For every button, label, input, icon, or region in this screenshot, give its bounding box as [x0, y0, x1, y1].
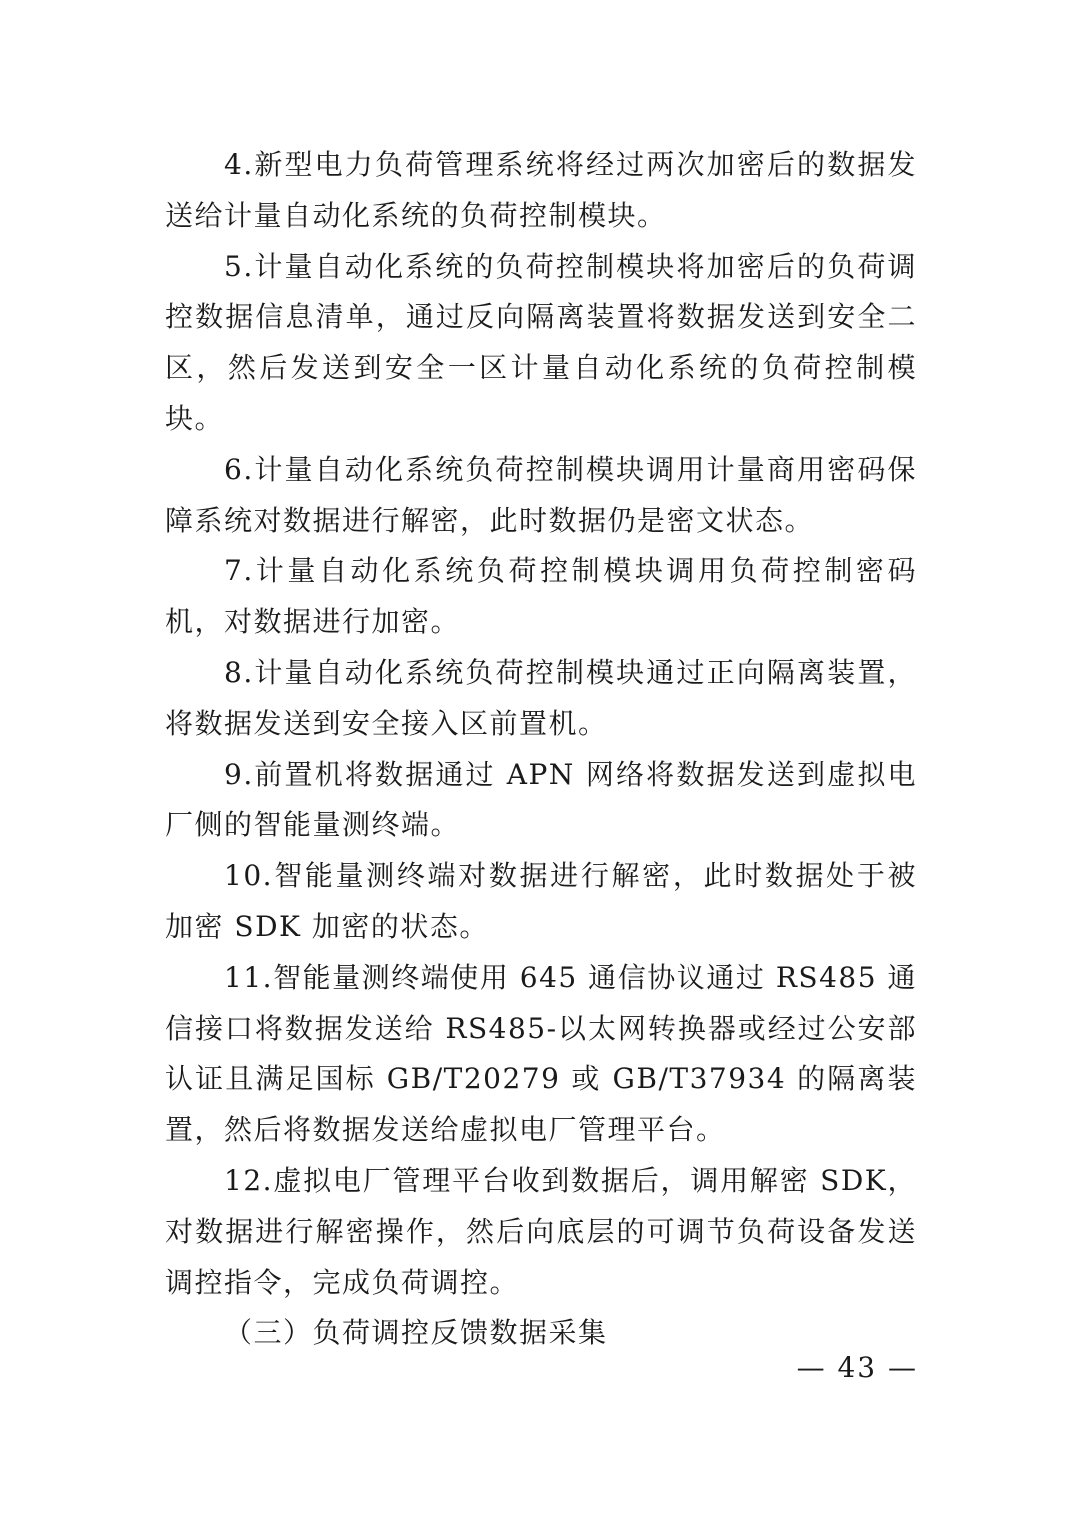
- paragraph-step-9: 9.前置机将数据通过 APN 网络将数据发送到虚拟电厂侧的智能量测终端。: [165, 757, 917, 842]
- section-heading: （三）负荷调控反馈数据采集: [224, 1316, 608, 1350]
- paragraph-step-6: 6.计量自动化系统负荷控制模块调用计量商用密码保障系统对数据进行解密，此时数据仍是密文状态。: [165, 452, 917, 537]
- page-number: — 43 —: [796, 1351, 918, 1384]
- paragraph-step-8: 8.计量自动化系统负荷控制模块通过正向隔离装置，将数据发送到安全接入区前置机。: [165, 655, 917, 740]
- paragraph-step-5: 5.计量自动化系统的负荷控制模块将加密后的负荷调控数据信息清单，通过反向隔离装置将数据发送到安全二区，然后发送到安全一区计量自动化系统的负荷控制模块。: [165, 249, 917, 435]
- paragraph-step-4: 4.新型电力负荷管理系统将经过两次加密后的数据发送给计量自动化系统的负荷控制模块。: [165, 148, 917, 232]
- body-text: [165, 140, 917, 1359]
- paragraph-step-10: 10.智能量测终端对数据进行解密，此时数据处于被加密 SDK 加密的状态。: [165, 859, 917, 943]
- paragraph-step-12: 12.虚拟电厂管理平台收到数据后，调用解密 SDK，对数据进行解密操作，然后向底层的可调节负荷设备发送调控指令，完成负荷调控。: [165, 1163, 917, 1299]
- paragraph-step-11: 11.智能量测终端使用 645 通信协议通过 RS485 通信接口将数据发送给 RS485-以太网转换器或经过公安部认证且满足国标 GB/T20279 或 GB/T37934 的隔离装置，然后将数据发送给虚拟电厂管理平台。: [165, 960, 917, 1147]
- paragraph-step-7: 7.计量自动化系统负荷控制模块调用负荷控制密码机，对数据进行加密。: [165, 554, 917, 639]
